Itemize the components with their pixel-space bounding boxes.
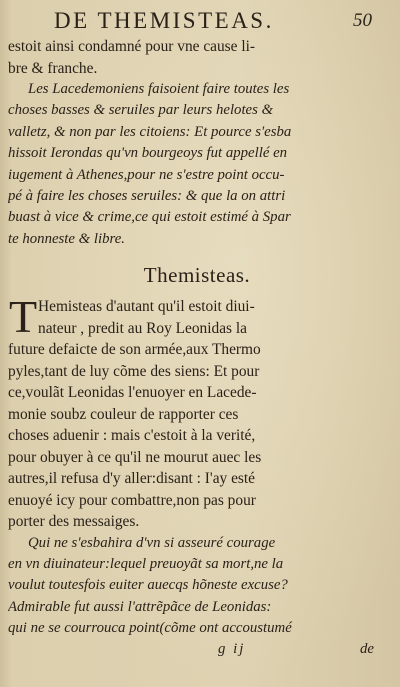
text-line: enuoyé icy pour combattre,non pas pour (8, 491, 256, 509)
text-line: Hemisteas d'autant qu'il estoit diui- (38, 298, 255, 316)
text-line: hissoit Ierondas qu'vn bourgeoys fut appellé en (8, 145, 288, 162)
text-line: nateur , predit au Roy Leonidas la (38, 319, 247, 337)
text-line: choses basses & seruiles par leurs helotes & (8, 102, 274, 119)
text-line: choses aduenir : mais c'estoit à la verité, (8, 427, 256, 445)
text-line: voulut toutesfois euiter auecqs hõneste excuse? (8, 577, 288, 594)
text-line: pyles,tant de luy cõme des siens: Et pour (8, 362, 260, 380)
text-line: Les Lacedemoniens faisoient faire toutes les (28, 81, 290, 97)
text-line: en vn diuinateur:lequel preuoyãt sa mort,ne la (8, 556, 284, 573)
text-line: Qui ne s'esbahira d'vn si asseuré courage (28, 534, 276, 551)
catchword: de (360, 640, 374, 657)
section-heading: Themisteas. (143, 263, 251, 288)
signature-mark: g ij (218, 640, 246, 657)
text-line: qui ne se courrouca point(cõme ont accoustumé (8, 620, 292, 637)
section-paragraph (8, 291, 386, 533)
closing-commentary (8, 533, 386, 640)
text-line: autres,il refusa d'y aller:disant : I'ay esté (8, 470, 256, 488)
text-line: monie soubz couleur de rapporter ces (8, 405, 239, 423)
text-line: pour obuyer à ce qu'il ne mourut auec les (8, 448, 262, 466)
text-line: estoit ainsi condamné pour vne cause li- (8, 38, 256, 55)
running-title: DE THEMISTEAS. (54, 8, 274, 33)
running-head (8, 6, 386, 36)
text-line: porter des messaiges. (8, 513, 140, 531)
text-line: future defaicte de son armée,aux Thermo (8, 341, 261, 359)
page-footer (8, 641, 386, 663)
text-line: valletz, & non par les citoiens: Et pource s'esba (8, 123, 292, 140)
page-number: 50 (353, 10, 372, 31)
drop-cap: T (9, 291, 38, 343)
text-line: ce,voulãt Leonidas l'enuoyer en Lacede- (8, 384, 257, 402)
text-line: bre & franche. (8, 59, 98, 77)
text-line: iugement à Athenes,pour ne s'estre point occu- (8, 166, 285, 183)
italic-commentary (8, 79, 386, 250)
text-line: Admirable fut aussi l'attrẽpãce de Leonidas: (8, 598, 272, 615)
text-line: buast à vice & crime,ce qui estoit estimé à Spar (8, 209, 291, 226)
text-line: te honneste & libre. (8, 230, 125, 247)
continued-paragraph (8, 36, 386, 79)
text-line: pé à faire les choses seruiles: & que la on attri (8, 187, 286, 204)
